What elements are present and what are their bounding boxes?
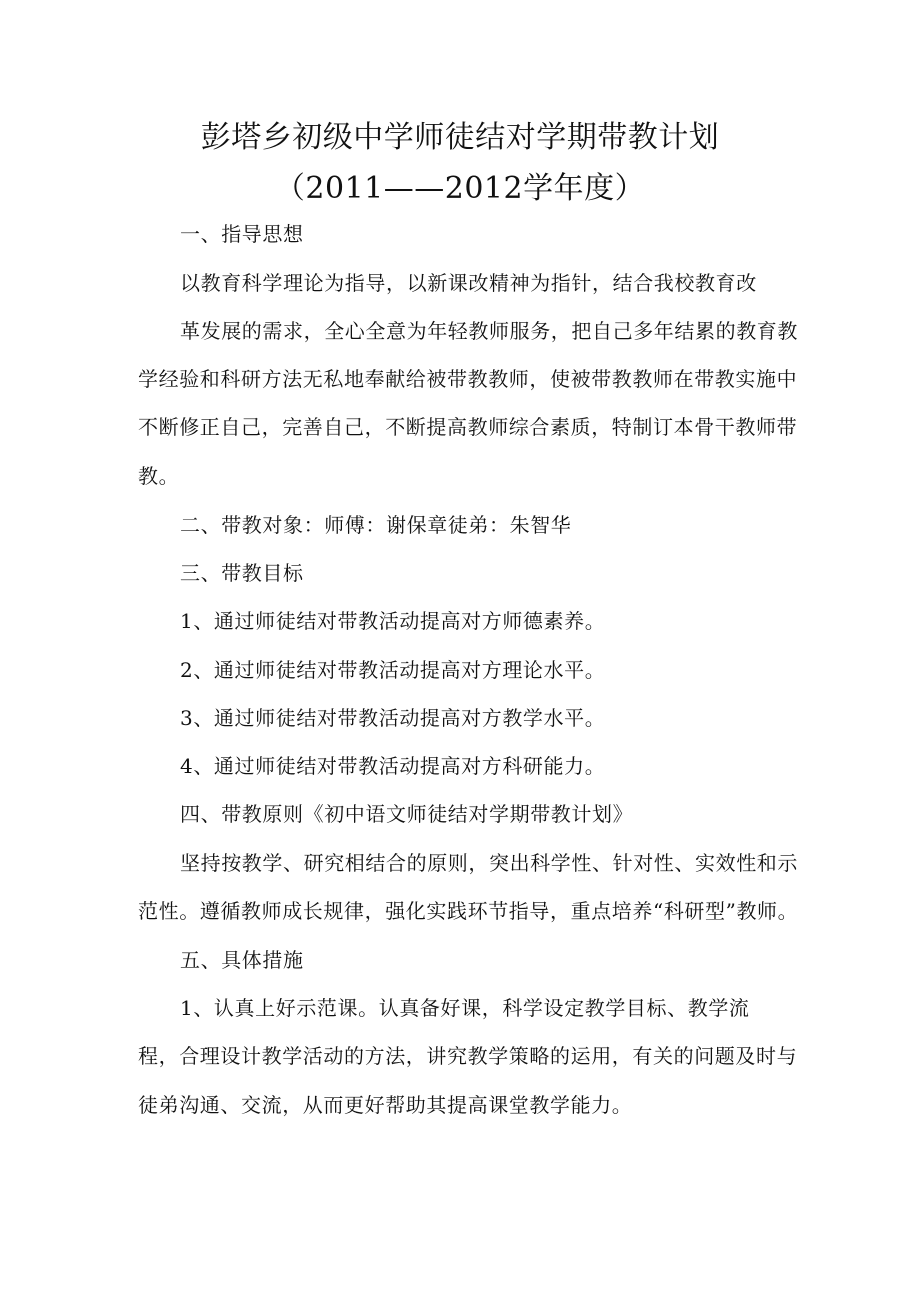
list-item: 3、通过师徒结对带教活动提高对方教学水平。 bbox=[180, 706, 606, 730]
paragraph-line: 革发展的需求，全心全意为年轻教师服务，把自己多年结累的教育教 bbox=[180, 319, 798, 343]
paragraph-line: 范性。遵循教师成长规律，强化实践环节指导，重点培养“科研型”教师。 bbox=[138, 899, 799, 923]
paragraph-line: 学经验和科研方法无私地奉献给被带教教师，使被带教教师在带教实施中 bbox=[138, 367, 798, 391]
section-heading-specific-measures: 五、具体措施 bbox=[180, 948, 304, 972]
paragraph-line: 坚持按教学、研究相结合的原则，突出科学性、针对性、实效性和示 bbox=[180, 851, 798, 875]
list-item: 4、通过师徒结对带教活动提高对方科研能力。 bbox=[180, 754, 606, 778]
section-heading-guiding-ideology: 一、指导思想 bbox=[180, 222, 304, 246]
paragraph-line: 1、认真上好示范课。认真备好课，科学设定教学目标、教学流 bbox=[180, 996, 750, 1020]
paragraph-line: 徒弟沟通、交流，从而更好帮助其提高课堂教学能力。 bbox=[138, 1093, 633, 1117]
document-title: 彭塔乡初级中学师徒结对学期带教计划 bbox=[200, 120, 720, 155]
paragraph-line: 以教育科学理论为指导，以新课改精神为指针，结合我校教育改 bbox=[180, 271, 757, 295]
list-item: 2、通过师徒结对带教活动提高对方理论水平。 bbox=[180, 658, 606, 682]
list-item: 1、通过师徒结对带教活动提高对方师德素养。 bbox=[180, 609, 606, 633]
paragraph-line: 教。 bbox=[138, 464, 180, 488]
paragraph-line: 不断修正自己，完善自己，不断提高教师综合素质，特制订本骨干教师带 bbox=[138, 415, 798, 439]
paragraph-line: 程，合理设计教学活动的方法，讲究教学策略的运用，有关的问题及时与 bbox=[138, 1044, 798, 1068]
section-heading-mentoring-goals: 三、带教目标 bbox=[180, 561, 304, 585]
section-heading-mentoring-principles: 四、带教原则《初中语文师徒结对学期带教计划》 bbox=[180, 802, 634, 826]
document-subtitle: （2011——2012学年度） bbox=[274, 171, 646, 206]
section-heading-mentoring-target: 二、带教对象：师傅：谢保章徒弟：朱智华 bbox=[180, 513, 572, 537]
